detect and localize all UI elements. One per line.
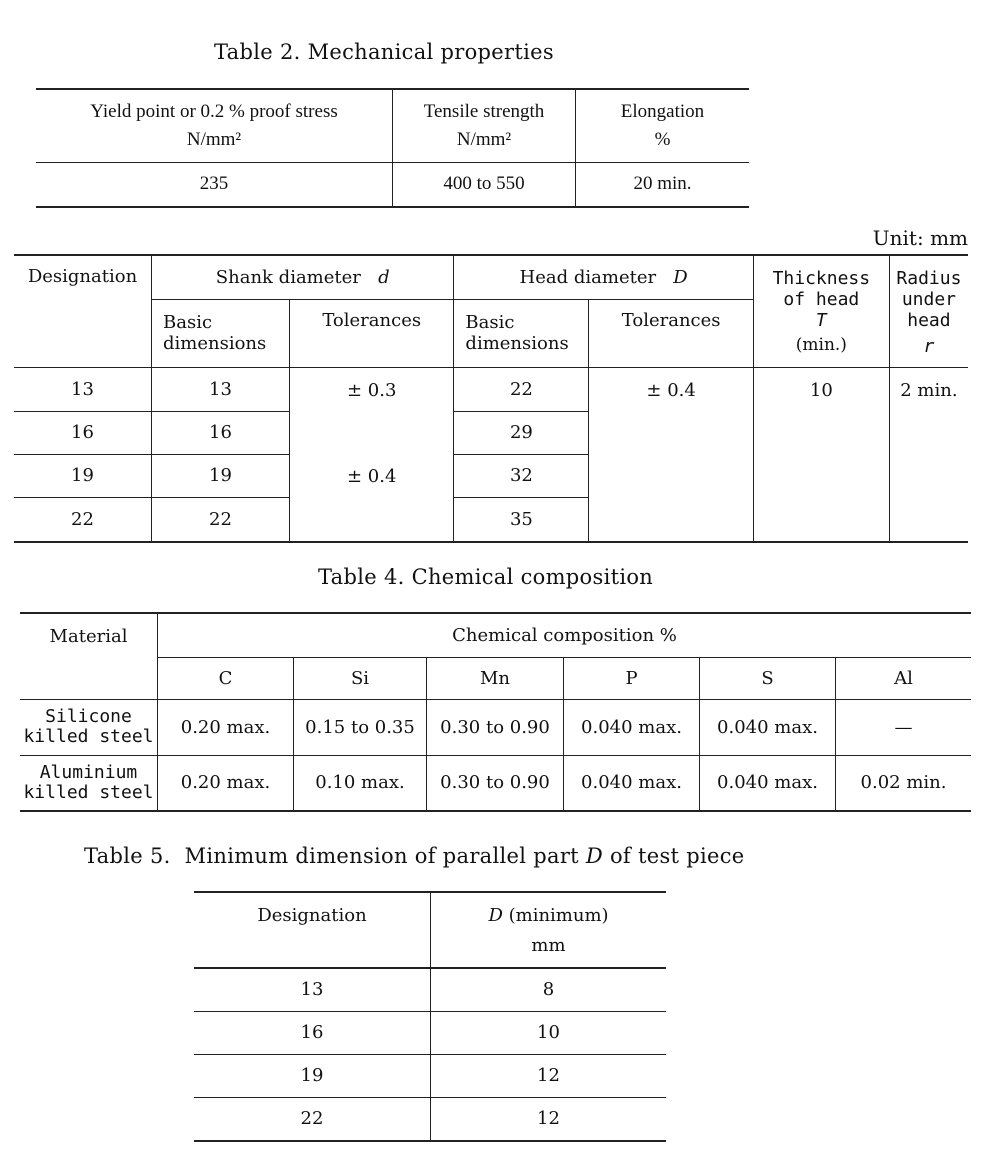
table4-material-aluminium-l2: killed steel (23, 781, 154, 803)
table3-header-shank (152, 255, 454, 299)
table3-header-head-basic-l2: dimensions (465, 333, 569, 354)
table3-header-shank-basic (152, 299, 290, 367)
table5-caption-prefix: Table 5. Minimum dimension of parallel part (84, 844, 586, 868)
table3-header-shank-tolerances-label: Tolerances (322, 309, 422, 331)
table4-element-mn: Mn (427, 657, 564, 699)
table4-cell: 0.15 to 0.35 (294, 699, 427, 755)
table3-header-designation (14, 255, 152, 367)
table2-header-tensile-unit: N/mm² (456, 128, 512, 150)
table4-cell: 0.20 max. (158, 699, 294, 755)
table4-cell: 0.040 max. (700, 699, 836, 755)
table4-cell: 0.040 max. (564, 699, 700, 755)
table3-header-head-tolerances-label: Tolerances (621, 309, 721, 331)
table3-header-thickness-min: (min.) (795, 335, 847, 355)
table3-header-thickness (753, 255, 889, 367)
table5-header-d (431, 892, 667, 968)
table3-header-thickness-symbol: T (815, 310, 827, 331)
table3-header-head-label: Head diameter (519, 266, 657, 288)
unit-note: Unit: mm (872, 226, 968, 250)
table5-designation: 16 (194, 1011, 431, 1054)
table4-cell: 0.30 to 0.90 (427, 755, 564, 811)
table4-header-material (20, 613, 158, 699)
table5-caption (84, 844, 745, 868)
table2-header-yield-label: Yield point or 0.2 % proof stress (90, 100, 338, 122)
table3-shank-basic: 16 (152, 411, 290, 454)
table3-header-radius-symbol: r (923, 336, 935, 357)
table3-shank-basic: 22 (152, 497, 290, 542)
table3-shank-basic: 19 (152, 454, 290, 497)
table4-material-silicone-l2: killed steel (23, 726, 154, 747)
table3-designation: 19 (14, 454, 152, 497)
table5-header-d-label: (minimum) (502, 905, 609, 926)
table3-header-head-tolerances (589, 299, 753, 367)
table4-cell: 0.02 min. (836, 755, 972, 811)
table3-head-basic: 35 (454, 497, 589, 542)
table4-caption: Table 4. Chemical composition (318, 565, 654, 589)
table3-header-thickness-l1: Thickness (772, 268, 871, 289)
table4-material-aluminium (20, 755, 158, 811)
table4-cell: 0.20 max. (158, 755, 294, 811)
table3-head-basic: 22 (454, 367, 589, 411)
table3-dimensions (14, 254, 968, 543)
table4-element-c: C (158, 657, 294, 699)
table2-header-yield (36, 89, 393, 162)
table3-header-shank-symbol: d (378, 266, 390, 288)
table5-caption-symbol: D (585, 844, 604, 868)
table4-cell: 0.10 max. (294, 755, 427, 811)
table2-cell-yield: 235 (36, 162, 393, 207)
table4-chemical (20, 612, 971, 812)
table5-d-value: 10 (431, 1011, 667, 1054)
table3-designation: 16 (14, 411, 152, 454)
table4-element-al: Al (836, 657, 972, 699)
table2-header-tensile (393, 89, 576, 162)
table3-head-basic: 32 (454, 454, 589, 497)
table3-header-thickness-l2: of head (783, 289, 860, 310)
table2-header-tensile-label: Tensile strength (423, 100, 545, 122)
table4-cell: 0.040 max. (564, 755, 700, 811)
table3-header-radius (889, 255, 968, 367)
table3-header-shank-label: Shank diameter (215, 266, 361, 288)
table4-element-si: Si (294, 657, 427, 699)
table3-header-head-basic-l1: Basic (465, 312, 515, 333)
table3-header-shank-basic-l1: Basic (163, 312, 213, 333)
table5-caption-suffix: of test piece (603, 844, 745, 868)
table5-min-dimension (194, 891, 666, 1142)
table3-header-radius-l2: under (901, 289, 957, 310)
table3-head-basic: 29 (454, 411, 589, 454)
table3-header-radius-l3: head (907, 310, 951, 331)
table3-shank-basic: 13 (152, 367, 290, 411)
table4-cell: 0.040 max. (700, 755, 836, 811)
table5-header-d-unit: mm (531, 935, 566, 956)
table3-header-designation-label: Designation (27, 266, 138, 287)
table2-cell-elongation: 20 min. (576, 162, 750, 207)
table5-d-value: 12 (431, 1097, 667, 1141)
table2-caption: Table 2. Mechanical properties (214, 40, 554, 64)
table3-head-tolerance: ± 0.4 (589, 367, 753, 542)
table2-header-elongation-unit: % (654, 128, 671, 150)
table3-shank-tolerance: ± 0.3 (290, 367, 454, 454)
table5-designation: 13 (194, 968, 431, 1011)
table4-header-composition: Chemical composition % (158, 613, 972, 657)
table4-material-silicone (20, 699, 158, 755)
table3-header-head (454, 255, 753, 299)
table4-element-p: P (564, 657, 700, 699)
table3-header-shank-tolerances (290, 299, 454, 367)
table2-header-yield-unit: N/mm² (186, 128, 242, 150)
table5-header-d-symbol: D (488, 905, 503, 926)
table4-cell: — (836, 699, 972, 755)
table5-designation: 22 (194, 1097, 431, 1141)
table4-material-aluminium-l1: Aluminium (39, 761, 138, 783)
table4-material-silicone-l1: Silicone (45, 706, 132, 727)
table3-header-shank-basic-l2: dimensions (163, 333, 267, 354)
table3-header-head-symbol: D (673, 266, 688, 288)
table2-header-elongation-label: Elongation (620, 100, 705, 122)
table3-header-head-basic (454, 299, 589, 367)
table4-element-s: S (700, 657, 836, 699)
table2 (36, 88, 749, 208)
table5-d-value: 8 (431, 968, 667, 1011)
table5-header-designation-label: Designation (257, 905, 367, 926)
table4-cell: 0.30 to 0.90 (427, 699, 564, 755)
table3-shank-tolerance: ± 0.4 (290, 454, 454, 542)
table5-header-designation (194, 892, 431, 968)
table3-radius-value: 2 min. (889, 367, 968, 542)
table4-header-material-label: Material (49, 626, 128, 647)
table3-designation: 13 (14, 367, 152, 411)
table3-thickness-value: 10 (753, 367, 889, 542)
table3-designation: 22 (14, 497, 152, 542)
table5-d-value: 12 (431, 1054, 667, 1097)
table3-header-radius-l1: Radius (896, 268, 962, 289)
table2-cell-tensile: 400 to 550 (393, 162, 576, 207)
table2-header-elongation (576, 89, 750, 162)
table5-designation: 19 (194, 1054, 431, 1097)
